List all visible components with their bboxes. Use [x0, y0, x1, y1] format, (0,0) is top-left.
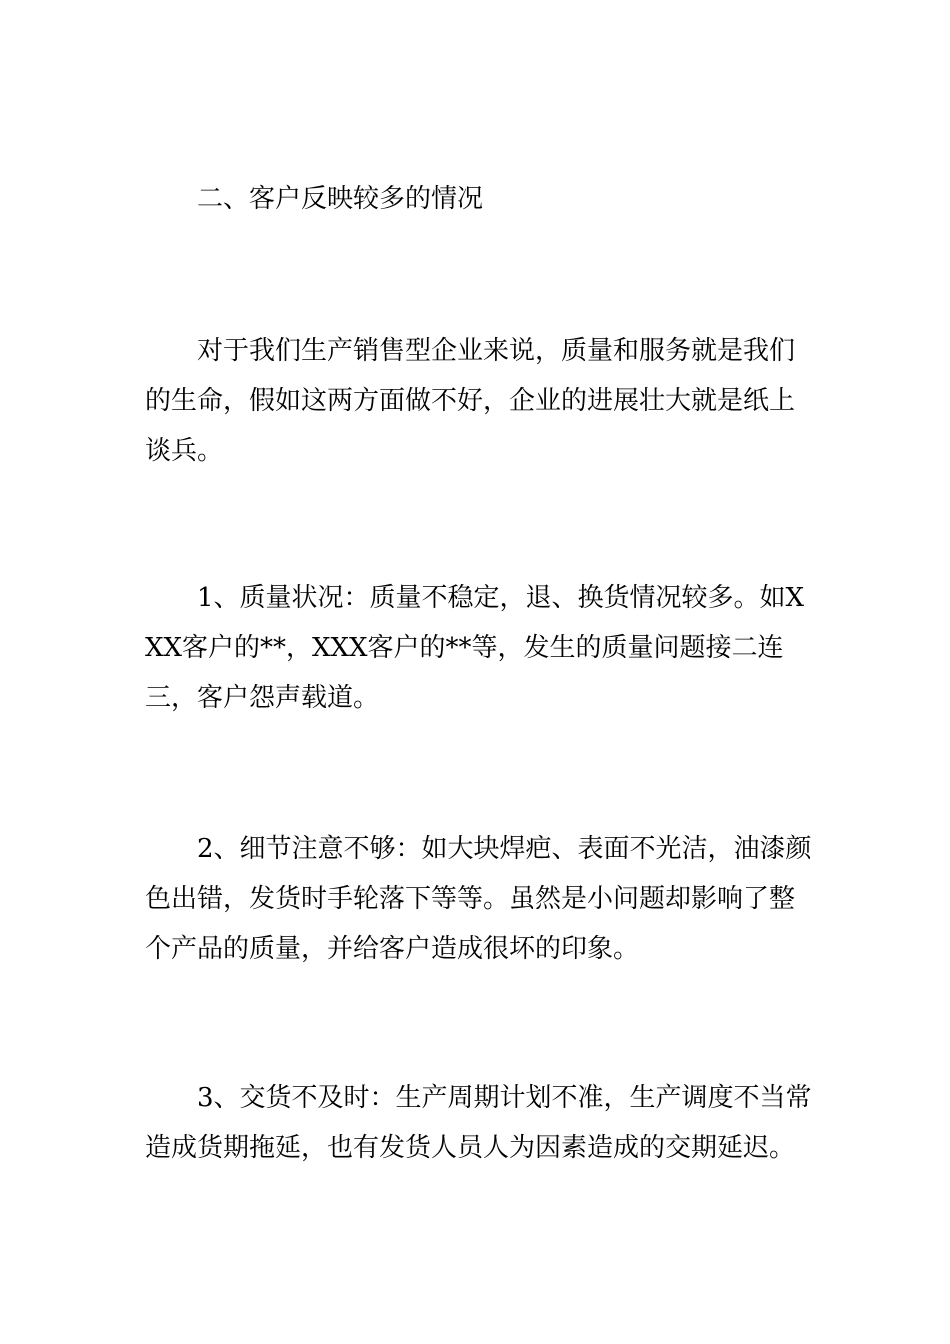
delivery-delay-paragraph: 3、交货不及时：生产周期计划不准，生产调度不当常造成货期拖延，也有发货人员人为因素造成的交期延迟。	[145, 1083, 812, 1163]
detail-attention-paragraph: 2、细节注意不够：如大块焊疤、表面不光洁，油漆颜色出错，发货时手轮落下等等。虽然是小问题却影响了整个产品的质量，并给客户造成很坏的印象。	[145, 834, 812, 964]
section-heading: 二、客户反映较多的情况	[197, 184, 484, 214]
intro-paragraph: 对于我们生产销售型企业来说，质量和服务就是我们的生命，假如这两方面做不好，企业的进展壮大就是纸上谈兵。	[145, 336, 796, 466]
quality-status-paragraph: 1、质量状况：质量不稳定，退、换货情况较多。如XXX客户的**，XXX客户的**等，发生的质量问题接二连三，客户怨声载道。	[145, 583, 805, 713]
